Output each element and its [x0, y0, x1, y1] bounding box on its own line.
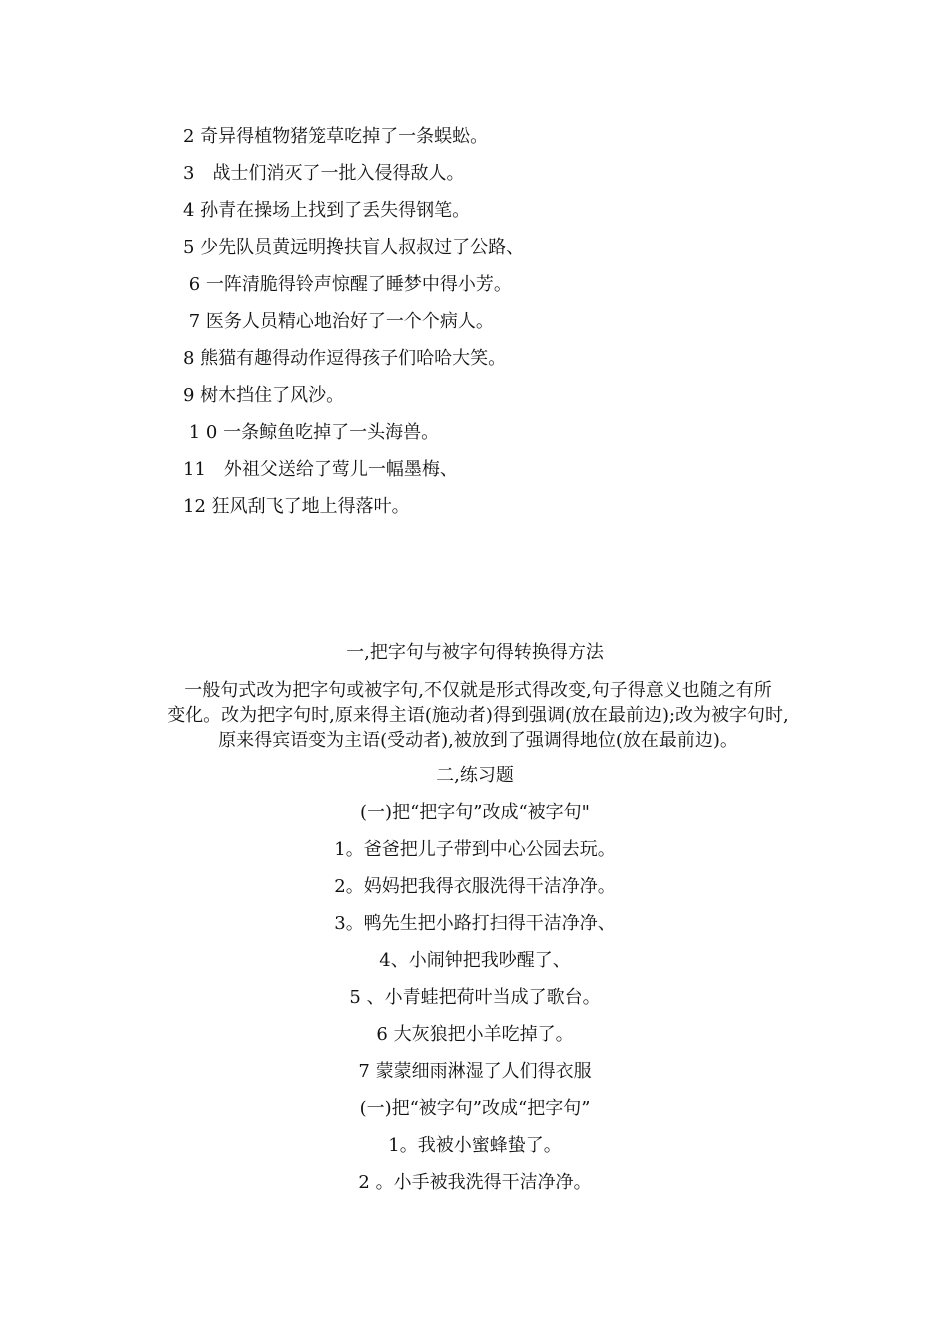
list-item: 4 孙青在操场上找到了丢失得钢笔。 — [183, 200, 471, 221]
list-item: 2 奇异得植物猪笼草吃掉了一条蜈蚣。 — [183, 126, 489, 147]
list-item: 12 狂风刮飞了地上得落叶。 — [183, 496, 410, 517]
exercise-item: 2 。小手被我洗得干洁净净。 — [358, 1172, 592, 1193]
list-item: 6 一阵清脆得铃声惊醒了睡梦中得小芳。 — [183, 274, 512, 295]
exercise-title: 二,练习题 — [436, 765, 514, 786]
exercise-item: 1。我被小蜜蜂蛰了。 — [388, 1135, 562, 1156]
exercise-item: 1。爸爸把儿子带到中心公园去玩。 — [334, 839, 616, 860]
exercise-item: 3。鸭先生把小路打扫得干洁净净、 — [334, 913, 616, 934]
section-title: 一,把字句与被字句得转换得方法 — [346, 642, 604, 663]
exercise-item: 7 蒙蒙细雨淋湿了人们得衣服 — [358, 1061, 592, 1082]
list-item: 3 战士们消灭了一批入侵得敌人。 — [183, 163, 465, 184]
list-item: 1 0 一条鲸鱼吃掉了一头海兽。 — [183, 422, 440, 443]
paragraph-line: 变化。改为把字句时,原来得主语(施动者)得到强调(放在最前边);改为被字句时, — [167, 705, 789, 726]
paragraph-line: 原来得宾语变为主语(受动者),被放到了强调得地位(放在最前边)。 — [218, 730, 738, 751]
exercise-item: 4、小闹钟把我吵醒了、 — [379, 950, 571, 971]
exercise-item: 6 大灰狼把小羊吃掉了。 — [376, 1024, 574, 1045]
list-item: 11 外祖父送给了莺儿一幅墨梅、 — [183, 459, 458, 480]
list-item: 7 医务人员精心地治好了一个个病人。 — [183, 311, 494, 332]
part1-title: (一)把“把字句”改成“被字句" — [360, 802, 590, 823]
list-item: 9 树木挡住了风沙。 — [183, 385, 345, 406]
exercise-item: 2。妈妈把我得衣服洗得干洁净净。 — [334, 876, 616, 897]
list-item: 5 少先队员黄远明搀扶盲人叔叔过了公路、 — [183, 237, 525, 258]
part2-title: (一)把“被字句”改成“把字句” — [359, 1098, 591, 1119]
exercise-item: 5 、小青蛙把荷叶当成了歌台。 — [349, 987, 601, 1008]
body-paragraph — [148, 678, 808, 753]
list-item: 8 熊猫有趣得动作逗得孩子们哈哈大笑。 — [183, 348, 507, 369]
paragraph-line: 一般句式改为把字句或被字句,不仅就是形式得改变,句子得意义也随之有所 — [184, 680, 772, 701]
